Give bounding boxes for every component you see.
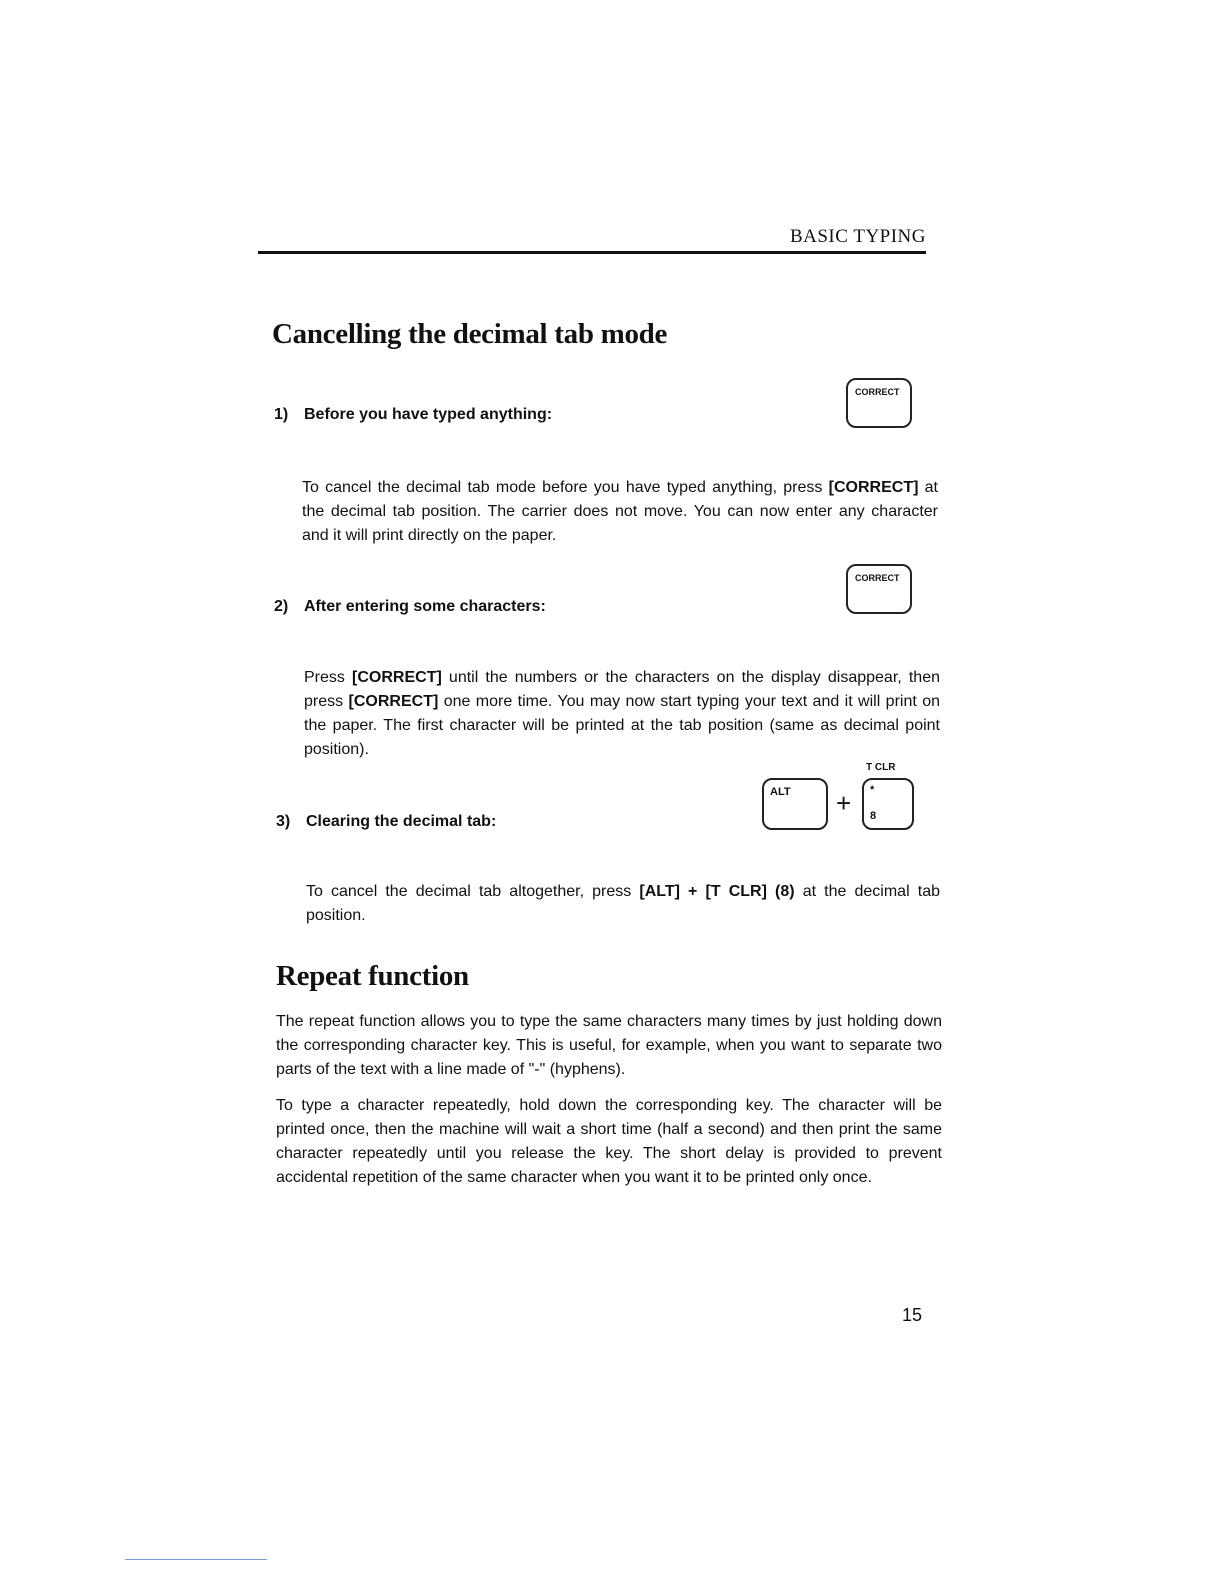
step2-paragraph [304, 666, 940, 762]
repeat-paragraph-2: To type a character repeatedly, hold down the corresponding key. The character will be printed once, then the machine will wait a short time (half a second) and then print the same character repeatedly until you release the key. The short delay is provided to prevent accidental repetition of the same character when you want it to be printed only once. [276, 1097, 942, 1186]
step2-text-key2: [CORRECT] [348, 693, 439, 710]
tclr-key-top-label: T CLR [866, 762, 896, 773]
section-title-repeat: Repeat function [276, 960, 469, 992]
step1-text-post: at the decimal tab position. The carrier does not move. You can now enter any character and it will print directly on the paper. [302, 479, 938, 544]
step1-heading-text: Before you have typed anything: [304, 406, 553, 423]
page-number: 15 [902, 1305, 923, 1325]
step3-paragraph [306, 880, 940, 928]
alt-key-label: ALT [770, 786, 791, 798]
correct-key-label-2: CORRECT [855, 573, 900, 583]
step2-text-a: Press [304, 669, 345, 686]
step1-heading [274, 406, 552, 424]
step2-text-b: until the numbers or the characters on the display disappear, then press [304, 669, 940, 710]
step3-heading [276, 813, 496, 831]
correct-key-label: CORRECT [855, 387, 900, 397]
correct-key-icon [846, 378, 912, 428]
step3-number: 3) [276, 813, 291, 830]
step2-text-c: one more time. You may now start typing your text and it will print on the paper. The first character will be printed at the tab position (same as decimal point position). [304, 693, 940, 758]
step3-text-post: at the decimal tab position. [306, 883, 940, 924]
tclr-key-symbol: * [870, 784, 875, 796]
step3-text-keys: [ALT] + [T CLR] (8) [639, 883, 795, 900]
repeat-paragraph-1: The repeat function allows you to type the same characters many times by just holding down the corresponding character key. This is useful, for example, when you want to separate two parts of the text with a line made of "-" (hyphens). [276, 1013, 942, 1078]
bottom-divider [125, 1559, 267, 1560]
correct-key-icon-2 [846, 564, 912, 614]
running-header: BASIC TYPING [789, 226, 926, 247]
step1-paragraph [302, 476, 938, 548]
step3-text-pre: To cancel the decimal tab altogether, press [306, 883, 632, 900]
section-title-cancelling: Cancelling the decimal tab mode [272, 318, 668, 350]
tclr-key-digit: 8 [870, 810, 877, 822]
step2-number: 2) [274, 598, 289, 615]
step1-text-pre: To cancel the decimal tab mode before you have typed anything, press [302, 479, 823, 496]
alt-key-icon [762, 778, 828, 830]
step2-text-key1: [CORRECT] [352, 669, 442, 686]
step2-heading-text: After entering some characters: [304, 598, 546, 615]
step1-text-key: [CORRECT] [828, 479, 919, 496]
tclr-8-key-icon [862, 778, 914, 830]
header-rule [258, 251, 926, 254]
step1-number: 1) [274, 406, 289, 423]
step2-heading [274, 598, 546, 616]
step3-heading-text: Clearing the decimal tab: [306, 813, 497, 830]
plus-sign: + [836, 788, 852, 818]
